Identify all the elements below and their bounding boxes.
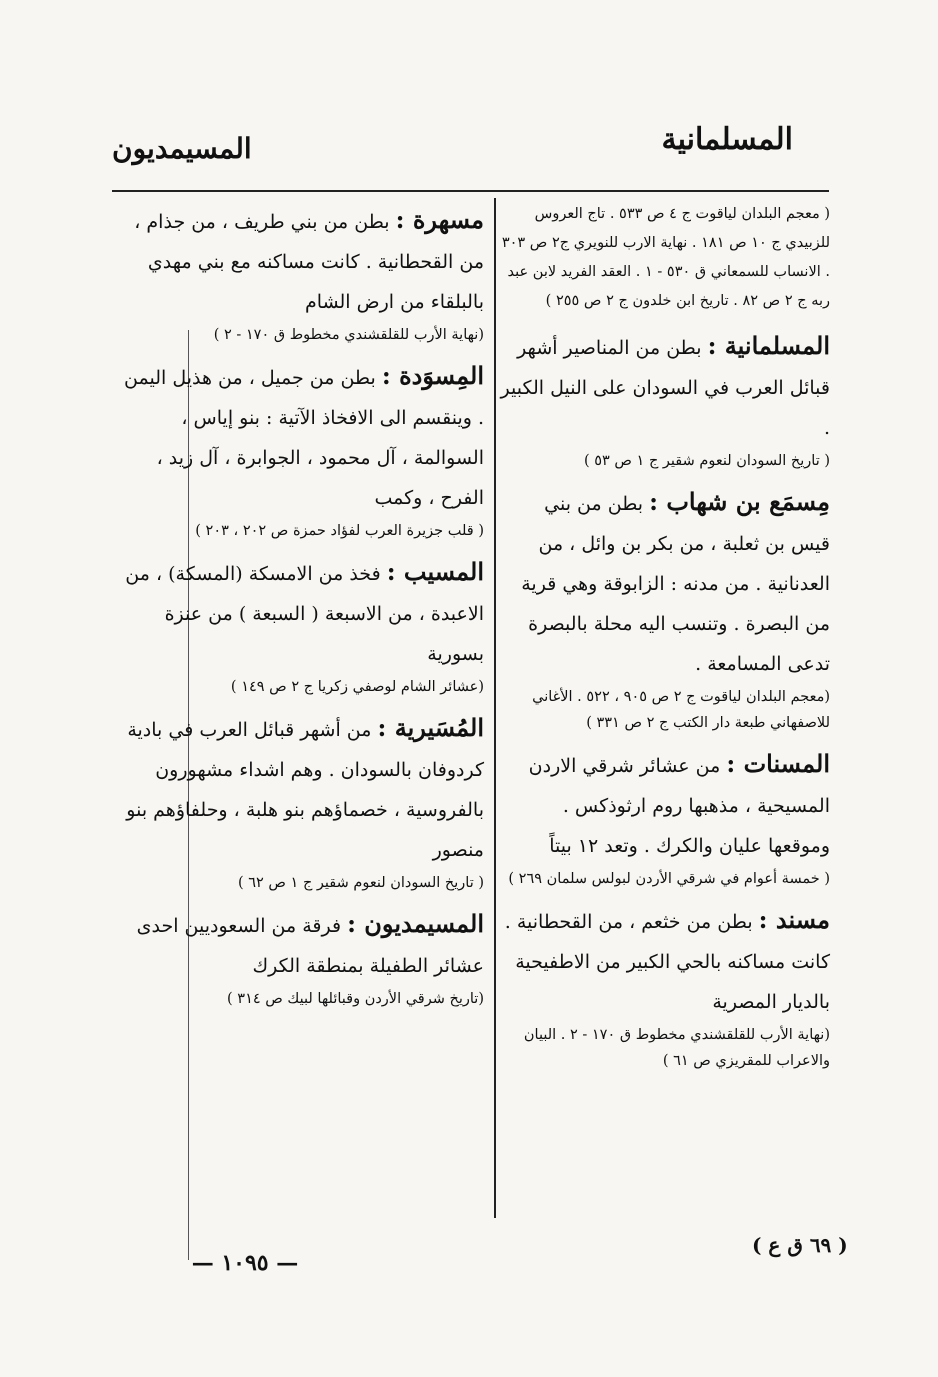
entry-head: المُسَيرية : (377, 713, 484, 742)
entry-text: من أشهر قبائل العرب في بادية كردوفان بالسودان . وهم اشداء مشهورون بالفروسية ، خصماؤهم بنو هلبة ، وحلفاؤهم بنو منصور (126, 719, 484, 861)
entry-text: بطن من خثعم ، من القحطانية . كانت مساكنه بالحي الكبير من الاطفيحية بالديار المصرية (504, 911, 830, 1013)
page-number: — ١٠٩٥ — (191, 1250, 299, 1276)
entry-head: مسهرة : (395, 205, 484, 234)
entry-text: بطن من جميل ، من هذيل اليمن . وينقسم الى الافخاذ الآتية : بنو إياس ، السوالمة ، آل محمود ، الجوابرة ، آل زيد ، الفرح ، وكمب (124, 367, 484, 509)
sheet-code: ( ٦٩ ق ع ) (752, 1233, 848, 1257)
entry-head: المسنات : (726, 749, 830, 778)
column-divider (494, 198, 496, 1218)
entry-text: بطن من بني قيس بن ثعلبة ، من بكر بن وائل ، من العدنانية . من مدنه : الزابوقة وهي قرية من البصرة . وتنسب اليه محلة بالبصرة تدعى المسامعة . (521, 493, 830, 675)
entry-text: فخذ من الامسكة (المسكة) ، من الاعبدة ، من الاسبعة ( السبعة ) من عنزة بسورية (125, 563, 484, 665)
entry-al-misiriya (112, 708, 484, 896)
entry-reference: (نهاية الأرب للقلقشندي مخطوط ق ١٧٠ - ٢ . البيان والاعراب للمقريزي ص ٦١ ) (523, 1027, 830, 1069)
entry-al-musaymidiyun (112, 904, 484, 1012)
right-column (500, 200, 830, 1082)
entry-text: بطن من بني طريف ، من جذام ، من القحطانية . كانت مساكنه مع بني مهدي بالبلقاء من ارض الشام (134, 211, 484, 313)
entry-muslimaniya (500, 326, 830, 474)
entry-head: المِسوَدة : (381, 361, 484, 390)
entry-reference: (نهاية الأرب للقلقشندي مخطوط ق ١٧٠ - ٢ ) (213, 327, 484, 343)
entry-reference: (معجم البلدان لياقوت ج ٢ ص ٩٠٥ ، ٥٢٢ . الأغاني للاصفهاني طبعة دار الكتب ج ٢ ص ٣٣١ ) (532, 689, 830, 731)
entry-head: المسيب : (386, 557, 484, 586)
entry-reference: ( قلب جزيرة العرب لفؤاد حمزة ص ٢٠٢ ، ٢٠٣ ) (195, 523, 484, 539)
left-column (112, 200, 484, 1020)
header-right-title: المسلمانية (661, 122, 793, 157)
entry-text: من عشائر شرقي الاردن المسيحية ، مذهبها روم ارثوذكس . وموقعها عليان والكرك . وتعد ١٢ بيتاً (528, 755, 830, 857)
header-rule (112, 190, 829, 192)
header-left-title: المسيمديون (112, 132, 252, 165)
entry-mashura (112, 200, 484, 348)
entry-al-miswada (112, 356, 484, 544)
entry-head: مسند : (758, 905, 830, 934)
entry-reference: ( تاريخ السودان لنعوم شقير ج ١ ص ٦٢ ) (237, 875, 484, 891)
entry-misma-bin-shihab (500, 482, 830, 736)
entry-head: مِسمَع بن شهاب : (649, 487, 830, 516)
entry-text: فرقة من السعوديين احدى عشائر الطفيلة بمنطقة الكرك (136, 915, 484, 977)
entry-head: المسلمانية : (707, 331, 830, 360)
entry-head: المسيمديون : (347, 909, 484, 938)
entry-reference: ( خمسة أعوام في شرقي الأردن لبولس سلمان ٢٦٩ ) (508, 871, 830, 887)
entry-reference: ( تاريخ السودان لنعوم شقير ج ١ ص ٥٣ ) (583, 453, 830, 469)
entry-text: بطن من المناصير أشهر قبائل العرب في السودان على النيل الكبير . (500, 337, 830, 439)
entry-reference: (عشائر الشام لوصفي زكريا ج ٢ ص ١٤٩ ) (230, 679, 484, 695)
entry-musnad (500, 900, 830, 1074)
top-reference: ( معجم البلدان لياقوت ج ٤ ص ٥٣٣ . تاج العروس للزبيدي ج ١٠ ص ١٨١ . نهاية الارب للنويري ج٢ ص ٣٠٣ . الانساب للسمعاني ق ٥٣٠ - ١ . العقد الفريد لابن عبد ربه ج ٢ ص ٨٢ . تاريخ ابن خلدون ج ٢ ص ٢٥٥ ) (501, 206, 830, 309)
entry-al-musannat (500, 744, 830, 892)
entry-al-musayyib (112, 552, 484, 700)
entry-reference: (تاريخ شرقي الأردن وقبائلها لبيك ص ٣١٤ ) (227, 991, 484, 1007)
